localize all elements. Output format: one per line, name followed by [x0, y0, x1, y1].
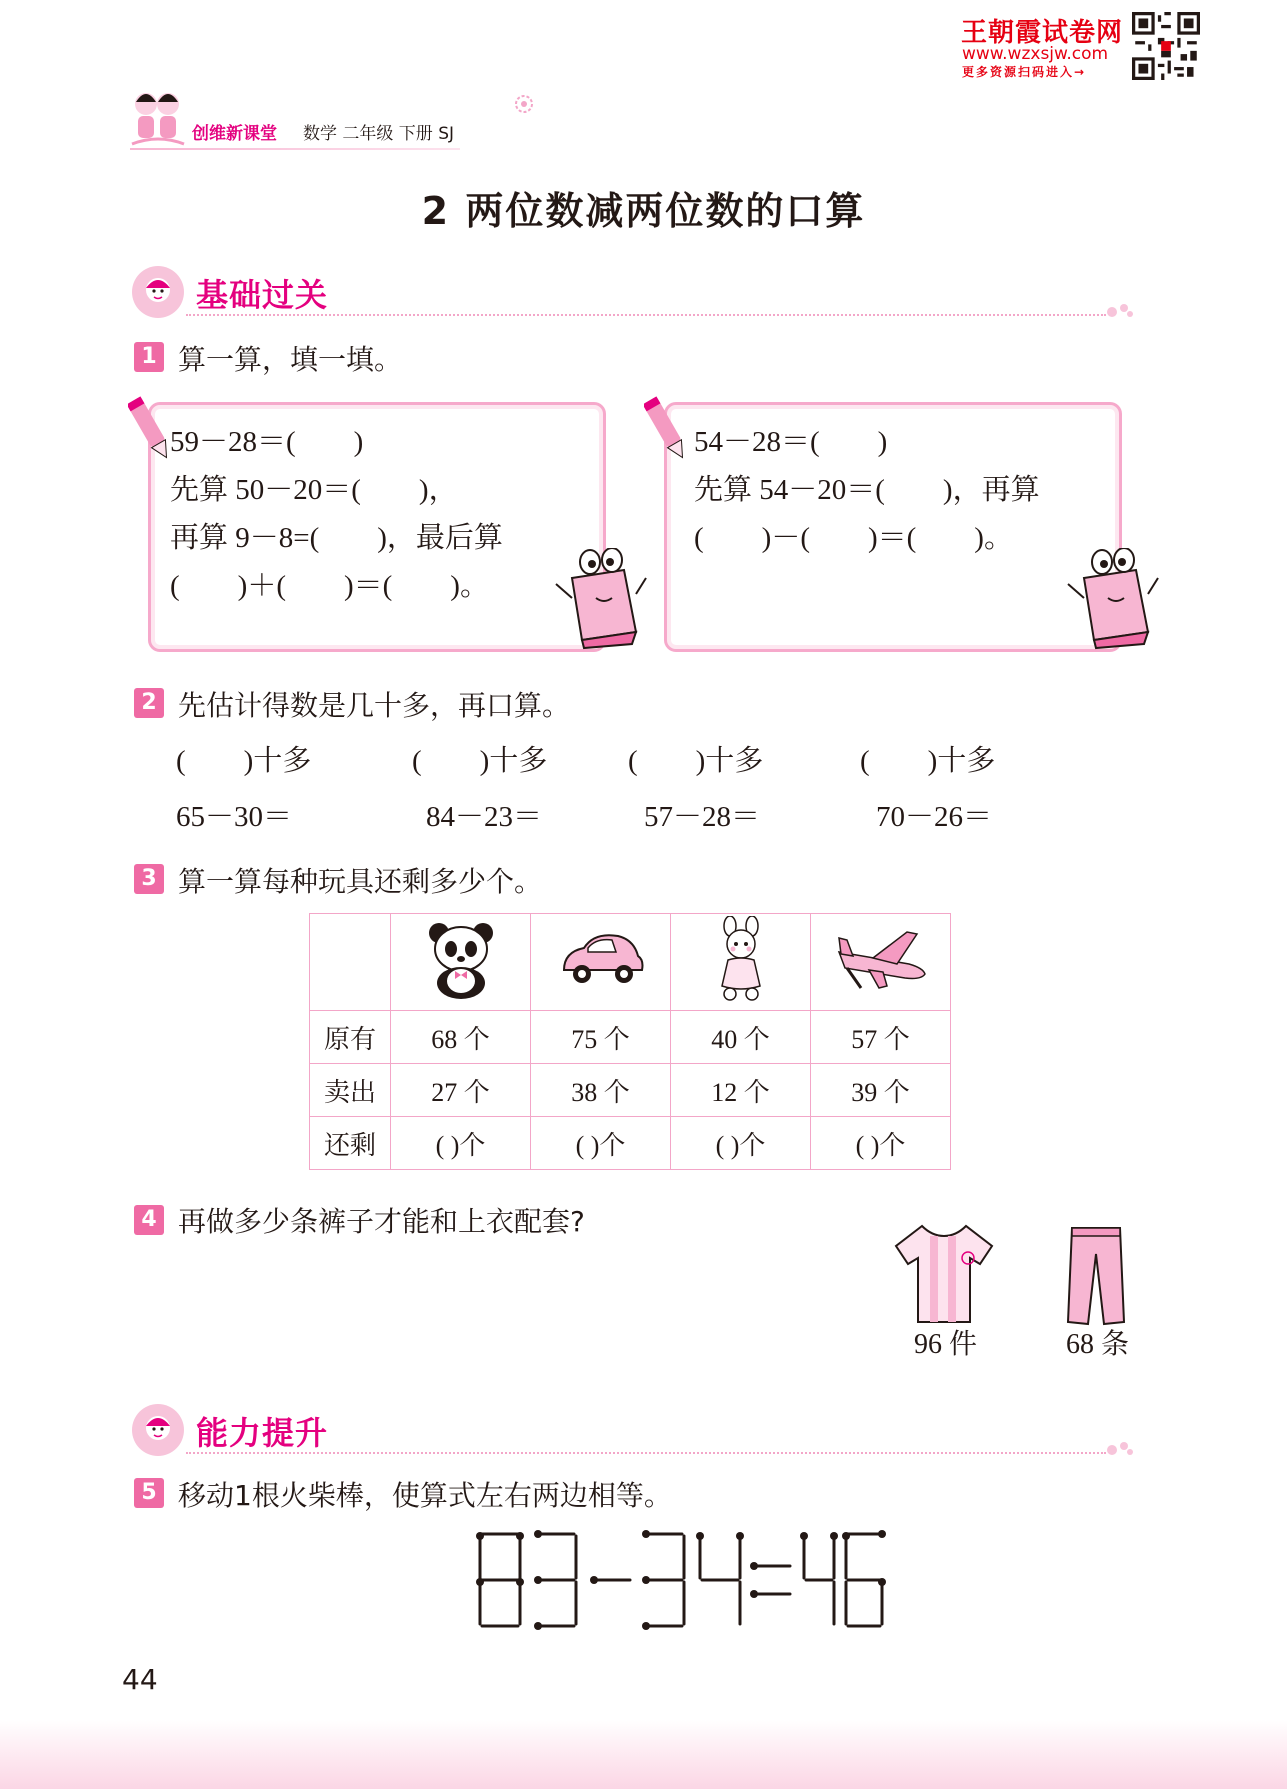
toy-cell-car — [531, 914, 671, 1011]
eraser-mascot-icon — [552, 548, 648, 652]
table-cell: 68 个 — [391, 1011, 531, 1064]
row-label-original: 原有 — [310, 1011, 391, 1064]
q2-expression-4: 70－26＝ — [876, 801, 993, 833]
table-cell: 12 个 — [671, 1064, 811, 1117]
table-cell: 75 个 — [531, 1011, 671, 1064]
q2-estimate-4: ( )十多 — [860, 745, 996, 777]
q1-left-line-3: 再算 9－8=( )，最后算 — [170, 522, 503, 554]
table-cell: 39 个 — [811, 1064, 951, 1117]
plane-icon — [833, 924, 929, 994]
question-number-2: 2 — [134, 688, 164, 718]
section-title-advanced: 能力提升 — [196, 1414, 329, 1452]
panda-icon — [421, 917, 501, 1001]
watermark-site-name: 王朝霞试卷网 — [961, 18, 1124, 48]
table-row — [310, 1064, 951, 1117]
q1-right-line-3: ( )－( )＝( )。 — [694, 522, 1013, 554]
table-cell: 40 个 — [671, 1011, 811, 1064]
question-2-prompt: 先估计得数是几十多，再口算。 — [178, 689, 571, 722]
table-cell: 27 个 — [391, 1064, 531, 1117]
toy-cell-panda — [391, 914, 531, 1011]
q1-left-line-1: 59－28＝( ) — [170, 426, 364, 458]
q1-right-line-2: 先算 54－20＝( )，再算 — [694, 474, 1040, 506]
pencil-icon — [644, 392, 688, 466]
flower-decoration-icon — [512, 92, 536, 116]
section-title-basic: 基础过关 — [196, 276, 329, 314]
answer-cell[interactable]: ( )个 — [391, 1117, 531, 1170]
header-info: 数学 二年级 下册 SJ — [303, 124, 455, 144]
shirt-icon — [892, 1222, 994, 1326]
header-divider — [130, 148, 460, 150]
eraser-mascot-icon — [1064, 548, 1160, 652]
row-label-remaining: 还剩 — [310, 1117, 391, 1170]
question-4-prompt: 再做多少条裤子才能和上衣配套? — [178, 1205, 585, 1238]
matchstick-digit-3 — [534, 1530, 576, 1630]
section-divider — [186, 1452, 1106, 1454]
matchstick-minus — [590, 1576, 630, 1584]
q2-expression-1: 65－30＝ — [176, 801, 293, 833]
question-3-prompt: 算一算每种玩具还剩多少个。 — [178, 865, 543, 898]
dots-decoration-icon — [1106, 300, 1134, 320]
matchstick-equation[interactable] — [470, 1526, 890, 1636]
table-cell: 57 个 — [811, 1011, 951, 1064]
pants-count-label: 68 条 — [1066, 1329, 1130, 1360]
table-row — [310, 1011, 951, 1064]
pencil-icon — [128, 392, 172, 466]
matchstick-equals — [750, 1562, 790, 1598]
watermark-note: 更多资源扫码进入→ — [962, 65, 1087, 79]
section-divider — [186, 314, 1106, 316]
answer-cell[interactable]: ( )个 — [811, 1117, 951, 1170]
student-avatar-icon — [136, 270, 180, 314]
toy-cell-plane — [811, 914, 951, 1011]
question-1-prompt: 算一算，填一填。 — [178, 343, 403, 376]
q2-expression-3: 57－28＝ — [644, 801, 761, 833]
table-cell: 38 个 — [531, 1064, 671, 1117]
watermark-url[interactable]: www.wzxsjw.com — [962, 44, 1109, 64]
dots-decoration-icon — [1106, 1438, 1134, 1458]
q1-left-line-2: 先算 50－20＝( )， — [170, 474, 458, 506]
kids-logo-icon — [128, 88, 188, 150]
car-icon — [556, 924, 646, 994]
table-row — [310, 1117, 951, 1170]
question-number-5: 5 — [134, 1478, 164, 1508]
q2-expression-2: 84－23＝ — [426, 801, 543, 833]
matchstick-digit-4 — [696, 1532, 744, 1624]
matchstick-digit-6 — [842, 1530, 886, 1626]
page-number: 44 — [122, 1663, 158, 1696]
footer-band — [0, 1720, 1287, 1789]
shirt-count-label: 96 件 — [914, 1329, 978, 1360]
answer-cell[interactable]: ( )个 — [531, 1117, 671, 1170]
q2-estimate-2: ( )十多 — [412, 745, 548, 777]
row-label-sold: 卖出 — [310, 1064, 391, 1117]
question-number-4: 4 — [134, 1205, 164, 1235]
toy-cell-doll — [671, 914, 811, 1011]
q1-left-line-4: ( )＋( )＝( )。 — [170, 570, 489, 602]
lesson-title: 2 两位数减两位数的口算 — [421, 189, 866, 233]
table-corner-cell — [310, 914, 391, 1011]
qr-code-icon[interactable] — [1132, 12, 1200, 80]
question-5-prompt: 移动1根火柴棒，使算式左右两边相等。 — [178, 1479, 672, 1512]
doll-icon — [706, 916, 776, 1002]
matchstick-digit-3 — [642, 1530, 684, 1630]
pants-icon — [1066, 1224, 1126, 1328]
matchstick-digit-8 — [476, 1532, 524, 1626]
question-number-1: 1 — [134, 342, 164, 372]
answer-cell[interactable]: ( )个 — [671, 1117, 811, 1170]
q1-right-line-1: 54－28＝( ) — [694, 426, 888, 458]
student-avatar-icon — [136, 1408, 180, 1452]
matchstick-digit-4 — [800, 1532, 838, 1624]
toy-table — [309, 913, 951, 1170]
q2-estimate-1: ( )十多 — [176, 745, 312, 777]
question-number-3: 3 — [134, 864, 164, 894]
q2-estimate-3: ( )十多 — [628, 745, 764, 777]
table-row — [310, 914, 951, 1011]
header-brand: 创维新课堂 — [192, 124, 277, 144]
